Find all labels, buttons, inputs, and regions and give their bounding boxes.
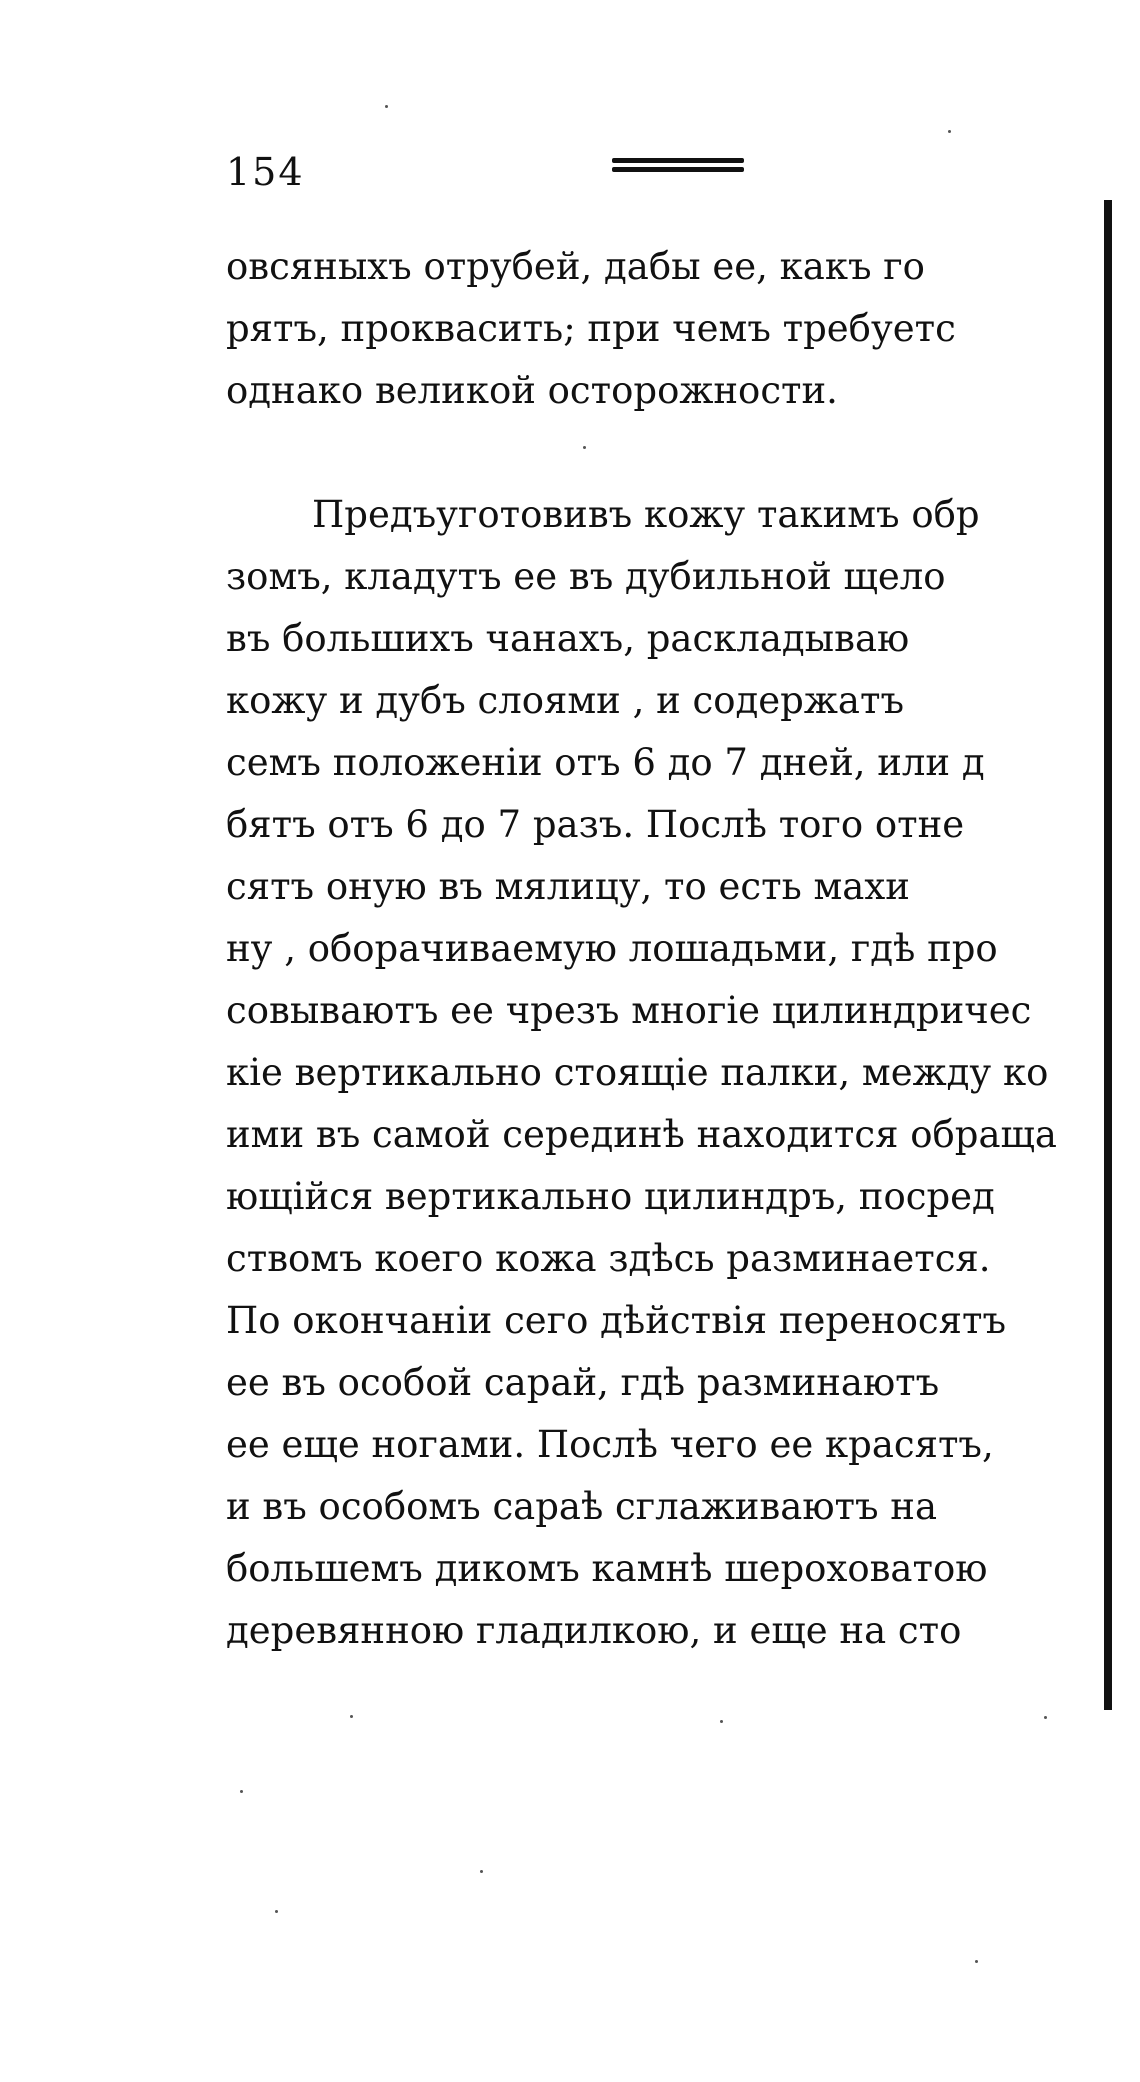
text-line: ющiйся вертикально цилиндръ, посред <box>226 1175 995 1218</box>
paragraph-2 <box>226 484 1126 1662</box>
text-line: Предъуготовивъ кожу такимъ обр <box>312 493 980 536</box>
scan-speck <box>480 1870 483 1873</box>
text-line: деревянною гладилкою, и еще на сто <box>226 1609 962 1652</box>
scan-speck <box>275 1910 278 1913</box>
text-line: и въ особомъ сараѣ сглаживаютъ на <box>226 1485 938 1528</box>
scan-speck <box>350 1715 353 1718</box>
text-line: ствомъ коего кожа здѣсь разминается. <box>226 1237 991 1280</box>
text-line: По окончанiи сего дѣйствiя переносятъ <box>226 1299 1006 1342</box>
text-line: рятъ, проквасить; при чемъ требуетс <box>226 307 956 350</box>
scan-speck <box>240 1790 243 1793</box>
scan-speck <box>975 1960 978 1963</box>
text-line: однако великой осторожности. <box>226 369 838 412</box>
header-ornament <box>612 158 744 172</box>
text-line: семъ положенiи отъ 6 до 7 дней, или д <box>226 741 985 784</box>
text-line: ее еще ногами. Послѣ чего ее красятъ, <box>226 1423 994 1466</box>
text-line: кiе вертикально стоящiе палки, между ко <box>226 1051 1049 1094</box>
text-line: большемъ дикомъ камнѣ шероховатою <box>226 1547 988 1590</box>
text-line: совываютъ ее чрезъ многiе цилиндричес <box>226 989 1032 1032</box>
scan-speck <box>583 446 586 449</box>
text-line: ими въ самой серединѣ находится обраща <box>226 1113 1057 1156</box>
scan-speck <box>948 130 951 133</box>
scan-speck <box>1044 1716 1047 1719</box>
page-number: 154 <box>226 150 305 194</box>
text-line: бятъ отъ 6 до 7 разъ. Послѣ того отне <box>226 803 965 846</box>
scan-speck <box>385 105 388 108</box>
text-line: кожу и дубъ слоями , и содержатъ <box>226 679 904 722</box>
text-line: ее въ особой сарай, гдѣ разминаютъ <box>226 1361 940 1404</box>
text-line: овсяныхъ отрубей, дабы ее, какъ го <box>226 245 925 288</box>
text-line: зомъ, кладутъ ее въ дубильной щело <box>226 555 946 598</box>
text-line: ну , оборачиваемую лошадьми, гдѣ про <box>226 927 998 970</box>
scan-speck <box>720 1720 723 1723</box>
paragraph-1 <box>226 236 1126 422</box>
text-line: сятъ оную въ мялицу, то есть махи <box>226 865 910 908</box>
text-line: въ большихъ чанахъ, раскладываю <box>226 617 910 660</box>
